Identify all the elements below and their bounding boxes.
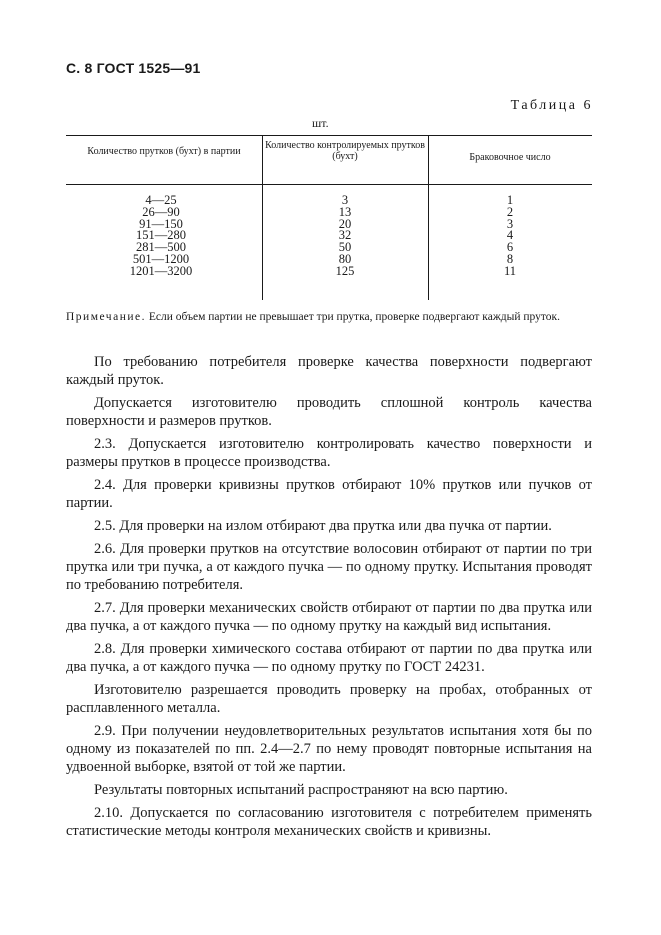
column-batch-size [96,195,226,278]
paragraph: 2.7. Для проверки механических свойств отбирают от партии по два прутка или два пучка, а от каждого пучка — по одному прутку на каждый вид испытания. [66,600,592,634]
paragraph: По требованию потребителя проверке качества поверхности подвергают каждый пруток. [66,354,592,388]
table-title: Таблица 6 [510,98,593,113]
table-cell-controlled: 80 [338,251,352,266]
table-cell-controlled: 50 [338,240,352,255]
paragraph: 2.8. Для проверки химического состава отбирают от партии по два прутка или два пучка, а от каждого пучка — по одному прутку по ГОСТ 24231. [66,641,592,675]
table-cell-controlled: 125 [335,263,355,278]
table-cell-reject: 2 [506,204,514,219]
table-cell-batch: 501—1200 [132,251,190,266]
column-controlled-count [262,195,428,278]
table-cell-reject: 8 [506,251,514,266]
paragraph: 2.4. Для проверки кривизны прутков отбирают 10% прутков или пучков от партии. [66,477,592,511]
column-header-reject-number: Браковочное число [469,152,551,163]
paragraph: 2.3. Допускается изготовителю контролировать качество поверхности и размеры прутков в процессе производства. [66,436,592,470]
table-cell-reject: 11 [503,263,517,278]
paragraph: Результаты повторных испытаний распространяют на всю партию. [94,782,508,798]
table-unit: шт. [312,116,329,130]
table-cell-batch: 281—500 [136,240,186,255]
paragraph: Изготовителю разрешается проводить проверку на пробах, отобранных от расплавленного металла. [66,682,592,716]
table-cell-batch: 1201—3200 [129,263,193,278]
paragraph: Допускается изготовителю проводить сплошной контроль качества поверхности и размеров прутков. [66,395,592,429]
table-cell-batch: 151—280 [136,228,186,243]
table-header-rule [66,184,592,185]
paragraph: 2.9. При получении неудовлетворительных результатов испытания хотя бы по одному из показателей по пп. 2.4—2.7 по нему проводят повторные испытания на удвоенной выборке, взятой от той же партии. [66,723,592,775]
table-cell-controlled: 32 [338,228,352,243]
column-header-batch-size: Количество прутков (бухт) в партии [87,146,241,157]
table-cell-reject: 1 [506,193,514,207]
paragraph: 2.10. Допускается по согласованию изготовителя с потребителем применять статистические методы контроля механических свойств и кривизны. [66,805,592,839]
paragraph: 2.5. Для проверки на излом отбирают два прутка или два пучка от партии. [94,518,552,534]
column-header-controlled-count: Количество контролируемых прутков (бухт) [265,140,425,162]
table-note [66,310,591,325]
paragraph: 2.6. Для проверки прутков на отсутствие волосовин отбирают от партии по три прутка или три пучка, а от каждого пучка — по одному прутку. Испытания проводят по требованию потребителя. [66,541,592,593]
table-cell-reject: 6 [506,240,514,255]
table-note-text: Если объем партии не превышает три прутка, проверке подвергают каждый пруток. [148,311,560,323]
table-top-rule [66,135,592,136]
table-cell-controlled: 13 [338,204,352,219]
table-cell-batch: 4—25 [145,193,177,207]
column-reject-number [428,195,592,278]
table-cell-batch: 26—90 [142,204,180,219]
page-header: С. 8 ГОСТ 1525—91 [66,60,201,76]
body-text [66,353,592,845]
table-cell-reject: 4 [506,228,514,243]
table-cell-controlled: 3 [341,193,349,207]
table-cell-controlled: 20 [338,216,352,231]
table-cell-batch: 91—150 [139,216,183,231]
table-cell-reject: 3 [506,216,514,231]
table-note-label: Примечание. [66,311,146,323]
